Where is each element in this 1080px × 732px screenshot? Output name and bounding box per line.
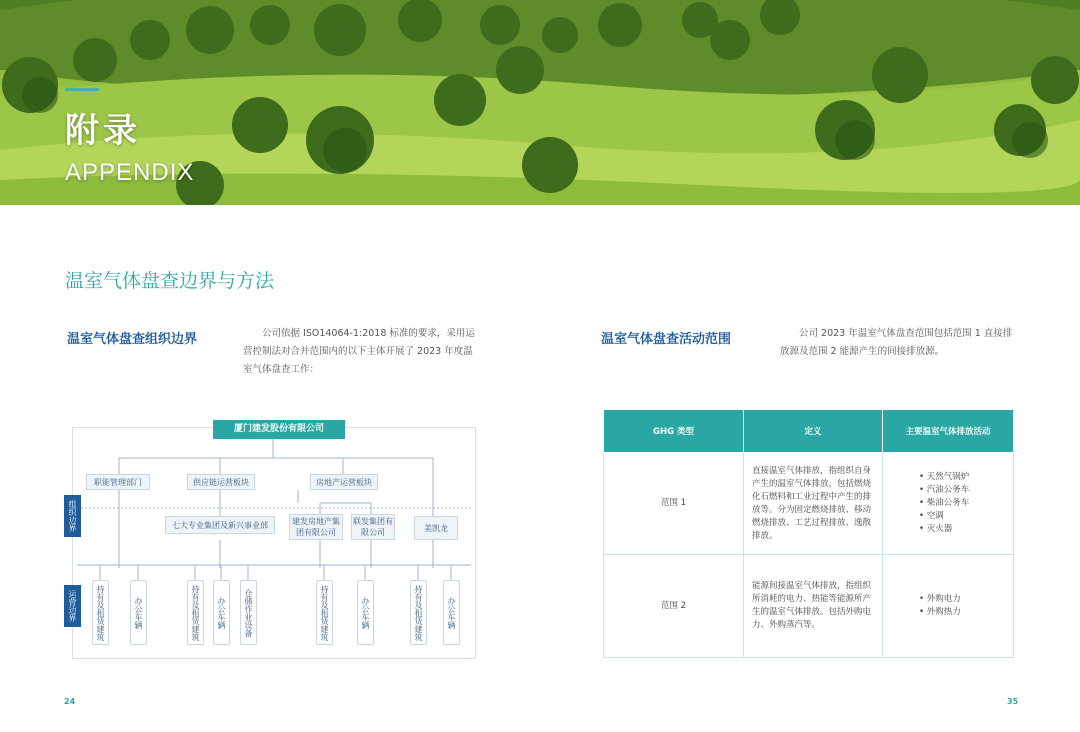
hero-subtitle: APPENDIX <box>65 159 195 186</box>
hero-banner <box>0 0 1080 205</box>
header-ghg-type: GHG 类型 <box>604 410 744 453</box>
section-title: 温室气体盘查边界与方法 <box>65 270 275 292</box>
page-number-right: 35 <box>1007 697 1019 706</box>
scope1-activities <box>883 453 1014 555</box>
list-item: • 外购电力 <box>919 593 1013 606</box>
table-row <box>604 453 1014 555</box>
leaf-building-1: 持有及租赁建筑 <box>92 580 109 645</box>
org-chart <box>72 424 476 659</box>
leaf-building-2: 持有及租赁建筑 <box>187 580 204 645</box>
org-boundary-paragraph: 公司依据 ISO14064-1:2018 标准的要求，采用运营控制法对合并范围内的以下主体开展了 2023 年度温室气体盘查工作： <box>243 328 475 375</box>
table-row <box>604 555 1014 658</box>
scope2-type: 范围 2 <box>604 555 744 658</box>
org-boundary-title: 温室气体盘查组织边界 <box>67 332 198 347</box>
header-activities: 主要温室气体排放活动 <box>883 410 1014 453</box>
list-item: • 外购热力 <box>919 606 1013 619</box>
org-dept-functional: 职能管理部门 <box>86 474 150 490</box>
list-item: • 汽油公务车 <box>919 484 1013 497</box>
header-definition: 定义 <box>744 410 883 453</box>
leaf-building-4: 持有及租赁建筑 <box>410 580 427 645</box>
hero-title: 附录 <box>65 111 141 151</box>
org-dept-supply-chain: 供应链运营板块 <box>187 474 255 490</box>
org-unit-cd-real-estate: 建发房地产集团有限公司 <box>289 514 343 540</box>
scope1-type: 范围 1 <box>604 453 744 555</box>
org-unit-seven-groups: 七大专业集团及新兴事业部 <box>165 516 275 534</box>
scope2-activities <box>883 555 1014 658</box>
leaf-warehouse-equipment: 仓储作业设备 <box>240 580 257 645</box>
org-unit-lianfa: 联发集团有限公司 <box>351 514 395 540</box>
scope1-definition: 直接温室气体排放，指组织自身产生的温室气体排放，包括燃烧化石燃料和工业过程中产生的排放等。分为固定燃烧排放、移动燃烧排放、工艺过程排放、逸散排放。 <box>744 453 883 555</box>
list-item: • 柴油公务车 <box>919 497 1013 510</box>
list-item: • 空调 <box>919 510 1013 523</box>
org-unit-macalline: 美凯龙 <box>414 516 458 540</box>
list-item: • 天然气锅炉 <box>919 471 1013 484</box>
leaf-vehicle-3: 办公车辆 <box>357 580 374 645</box>
org-dept-real-estate: 房地产运营板块 <box>310 474 378 490</box>
list-item: • 灭火器 <box>919 523 1013 536</box>
tag-ops-boundary: 运营边界 <box>64 585 81 627</box>
hero-accent-line <box>65 88 99 91</box>
activity-scope-title: 温室气体盘查活动范围 <box>601 332 732 347</box>
scope2-definition: 能源间接温室气体排放，指组织所消耗的电力、热能等能源所产生的温室气体排放。包括外购电力、外购蒸汽等。 <box>744 555 883 658</box>
activity-scope-paragraph: 公司 2023 年温室气体盘查范围包括范围 1 直接排放源及范围 2 能源产生的间接排放源。 <box>780 328 1013 357</box>
ghg-table <box>603 409 1014 658</box>
page-number-left: 24 <box>64 697 76 706</box>
leaf-building-3: 持有及租赁建筑 <box>316 580 333 645</box>
tag-org-boundary: 组织边界 <box>64 495 81 537</box>
leaf-vehicle-1: 办公车辆 <box>130 580 147 645</box>
leaf-vehicle-4: 办公车辆 <box>443 580 460 645</box>
ghg-table-header <box>604 410 1014 453</box>
leaf-vehicle-2: 办公车辆 <box>213 580 230 645</box>
org-top-company: 厦门建发股份有限公司 <box>213 420 345 439</box>
